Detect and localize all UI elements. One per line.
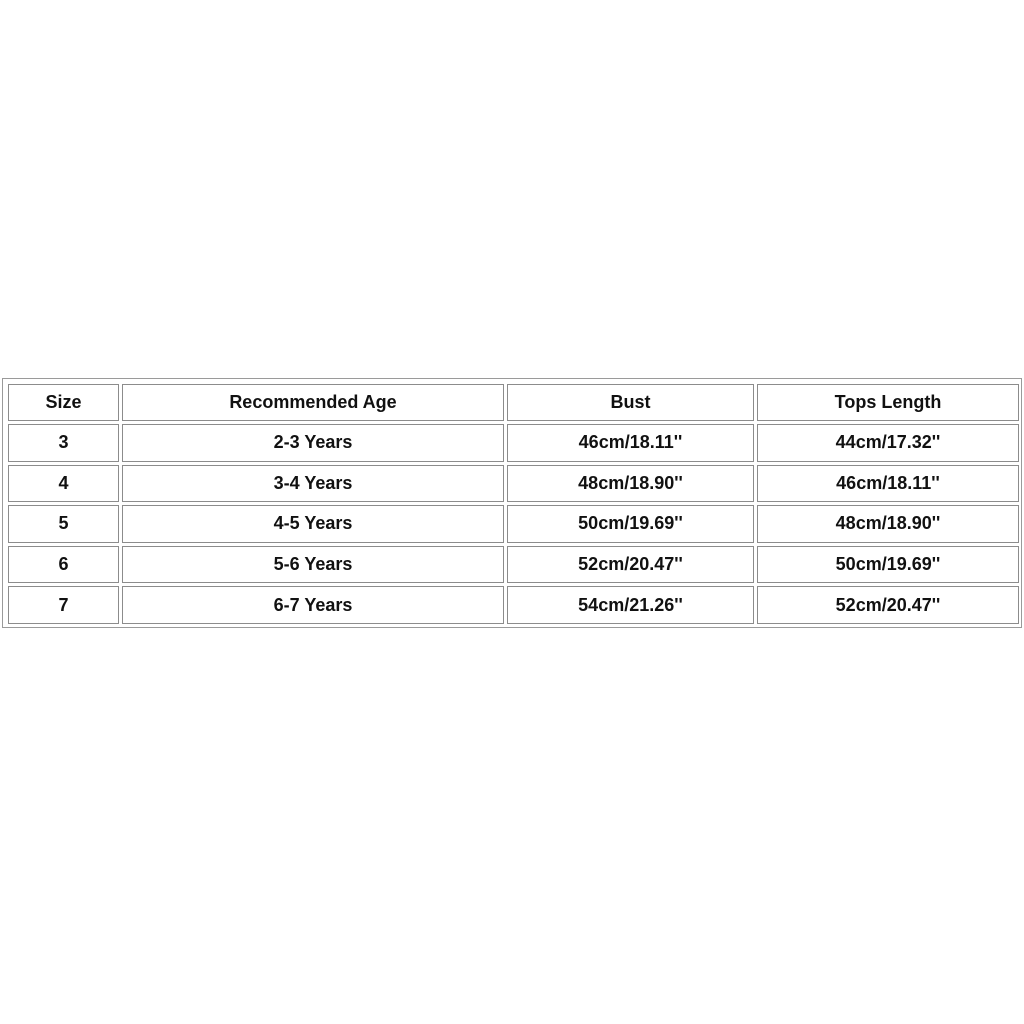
cell-bust: 48cm/18.90''	[507, 465, 754, 503]
table-row	[8, 424, 1019, 462]
cell-tops-length: 44cm/17.32''	[757, 424, 1019, 462]
cell-bust: 54cm/21.26''	[507, 586, 754, 624]
cell-tops-length: 50cm/19.69''	[757, 546, 1019, 584]
size-chart-table	[5, 381, 1022, 627]
cell-age: 2-3 Years	[122, 424, 504, 462]
header-tops-length: Tops Length	[757, 384, 1019, 421]
header-bust: Bust	[507, 384, 754, 421]
table-row	[8, 505, 1019, 543]
cell-age: 4-5 Years	[122, 505, 504, 543]
header-recommended-age: Recommended Age	[122, 384, 504, 421]
cell-bust: 50cm/19.69''	[507, 505, 754, 543]
header-size: Size	[8, 384, 119, 421]
cell-age: 6-7 Years	[122, 586, 504, 624]
cell-age: 3-4 Years	[122, 465, 504, 503]
size-chart	[2, 378, 1022, 628]
table-row	[8, 465, 1019, 503]
table-header-row	[8, 384, 1019, 421]
cell-size: 4	[8, 465, 119, 503]
cell-age: 5-6 Years	[122, 546, 504, 584]
cell-size: 7	[8, 586, 119, 624]
cell-tops-length: 52cm/20.47''	[757, 586, 1019, 624]
cell-tops-length: 48cm/18.90''	[757, 505, 1019, 543]
cell-tops-length: 46cm/18.11''	[757, 465, 1019, 503]
table-row	[8, 546, 1019, 584]
cell-size: 3	[8, 424, 119, 462]
cell-bust: 46cm/18.11''	[507, 424, 754, 462]
table-row	[8, 586, 1019, 624]
cell-size: 6	[8, 546, 119, 584]
cell-size: 5	[8, 505, 119, 543]
cell-bust: 52cm/20.47''	[507, 546, 754, 584]
